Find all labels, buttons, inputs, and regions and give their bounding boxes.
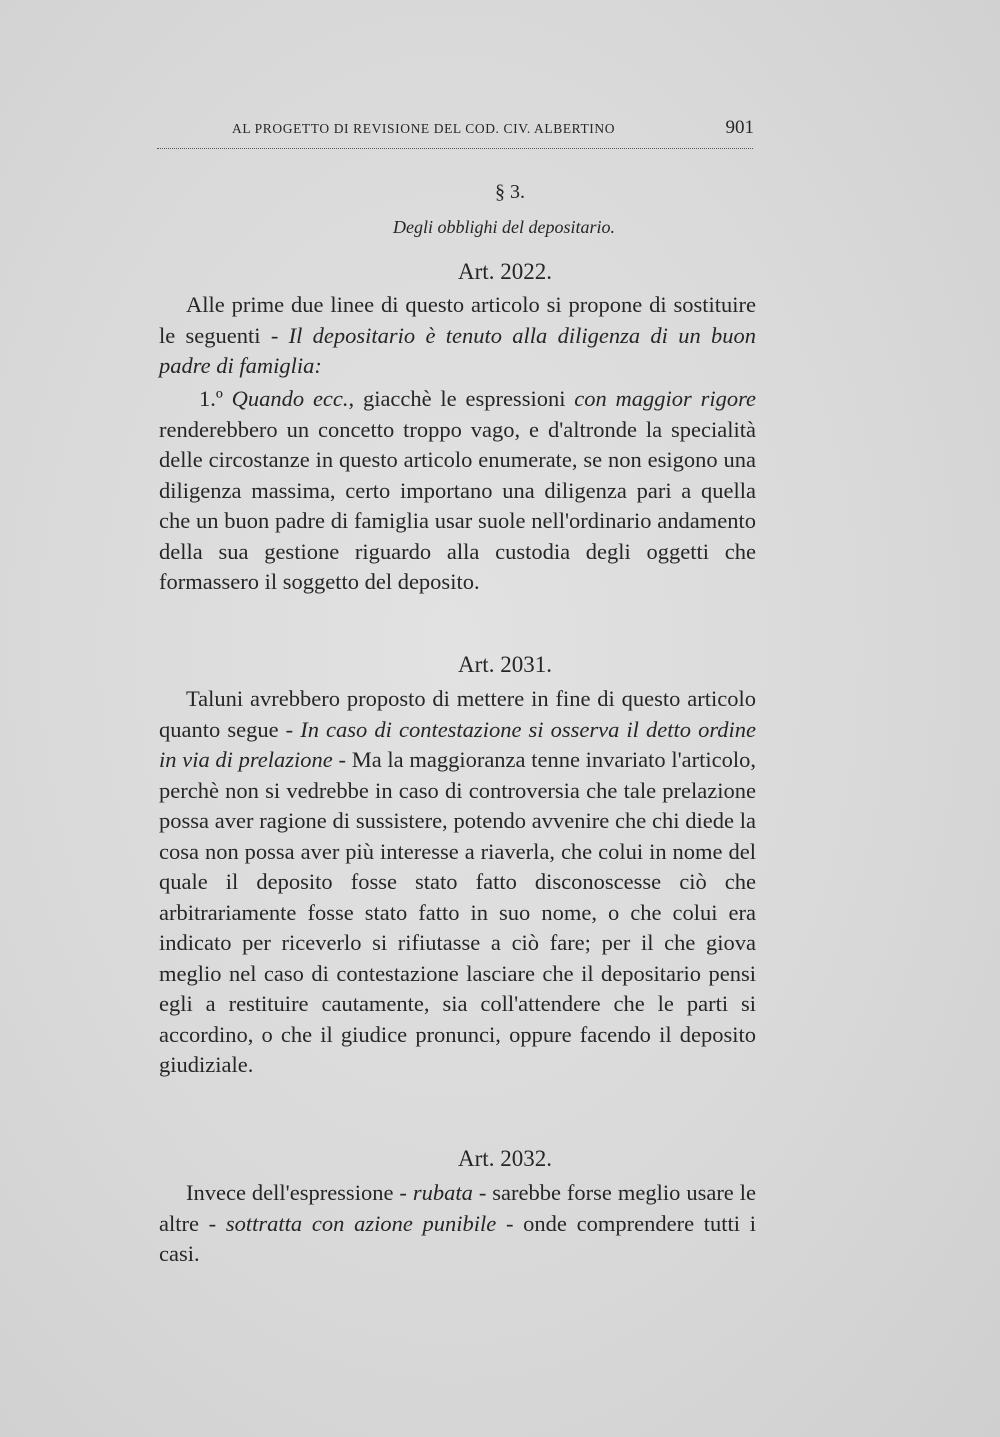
text-segment: Invece dell'espressione - — [186, 1180, 413, 1205]
section-title: Degli obblighi del depositario. — [393, 217, 615, 237]
page-header — [232, 117, 752, 145]
page-number: 901 — [725, 117, 754, 138]
text-segment-italic: In caso di contestazione si osserva il detto ordine in via di prelazione — [159, 716, 756, 772]
text-segment-italic: rubata — [412, 1180, 473, 1205]
text-segment-italic: con maggior rigore — [574, 386, 756, 411]
running-head: AL PROGETTO DI REVISIONE DEL COD. CIV. ALBERTINO — [232, 121, 616, 136]
text-segment: - Ma la maggioranza tenne invariato l'articolo, perchè non si vedrebbe in caso di controversia che tale prelazione possa aver ragione di sussistere, potendo avvenire che chi diede la cosa non possa aver più interesse a riaverla, che colui in nome del quale il deposito fosse stato fatto disconoscesse ciò che arbitrariamente fosse stato fatto in suo nome, o che colui era indicato per riceverlo si rifiutasse a ciò fare; per il che giova meglio nel caso di contestazione lasciare che il depositario pensi egli a restituire cautamente, sia coll'attendere che le parti si accordino, o che il giudice pronunci, oppure facendo il deposito giudiziale. — [159, 747, 756, 1077]
text-segment-italic: sottratta con azione punibile — [225, 1210, 497, 1236]
text-segment-italic: Il depositario è tenuto alla diligenza di un buon padre di famiglia: — [159, 322, 756, 378]
text-segment: - onde comprendere tutti i casi. — [159, 1210, 756, 1266]
text-segment: renderebbero un concetto troppo vago, e d'altronde la specialità delle circostanze in questo articolo enumerate, se non esigono una diligenza massima, certo importano una diligenza pari a quella che un buon padre di famiglia usar suole nell'ordinario andamento della sua gestione riguardo alla custodia degli oggetti che formassero il soggetto del deposito. — [159, 416, 756, 594]
article-heading-2032: Art. 2032. — [458, 1146, 552, 1171]
header-rule — [157, 148, 753, 149]
article-heading-2031: Art. 2031. — [458, 652, 552, 677]
article-paragraph-2032 — [159, 1178, 756, 1270]
text-segment: Taluni avrebbero proposto di mettere in fine di questo articolo quanto segue - — [159, 686, 756, 742]
article-paragraph-2022 — [159, 290, 756, 382]
section-mark: § 3. — [495, 181, 525, 203]
text-segment: 1.º — [199, 386, 232, 411]
paragraph-quando — [159, 384, 756, 598]
article-heading-2022: Art. 2022. — [458, 259, 552, 284]
text-segment: , giacchè le espressioni — [348, 386, 575, 411]
text-segment: - sarebbe forse meglio usare le altre - — [159, 1180, 756, 1236]
text-segment-italic: Quando ecc. — [231, 386, 349, 411]
text-segment: Alle prime due linee di questo articolo si propone di sostituire le seguenti - — [159, 292, 756, 348]
article-paragraph-2031 — [159, 684, 756, 1081]
